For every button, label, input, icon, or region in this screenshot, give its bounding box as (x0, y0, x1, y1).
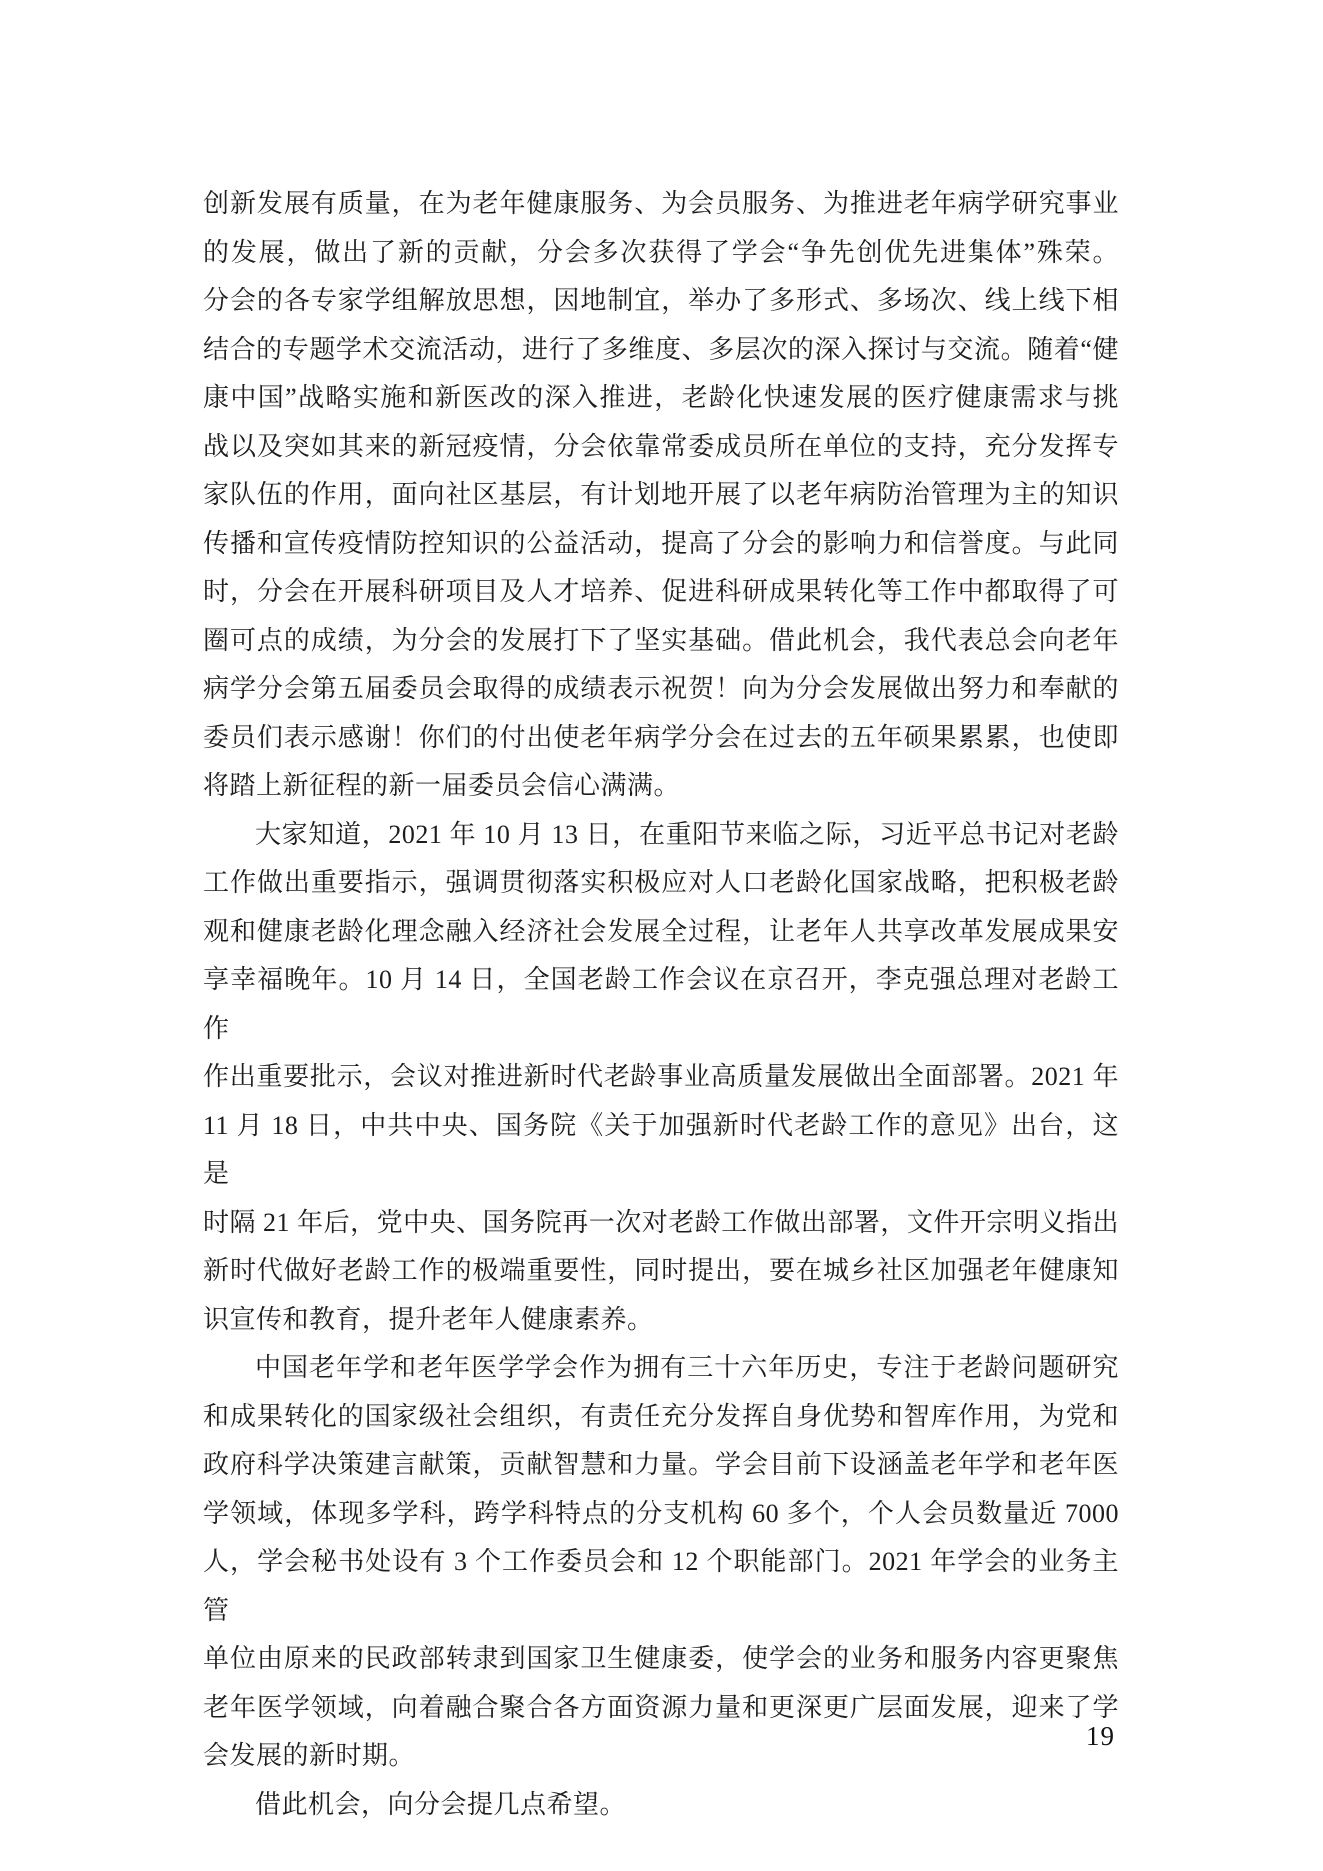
text-line: 新时代做好老龄工作的极端重要性，同时提出，要在城乡社区加强老年健康知 (203, 1256, 1119, 1285)
text-line: 家队伍的作用，面向社区基层，有计划地开展了以老年病防治管理为主的知识 (203, 480, 1119, 509)
text-line: 传播和宣传疫情防控知识的公益活动，提高了分会的影响力和信誉度。与此同 (203, 528, 1119, 558)
text-line: 委员们表示感谢！你们的付出使老年病学分会在过去的五年硕果累累，也使即 (203, 722, 1119, 752)
text-line: 学领域，体现多学科，跨学科特点的分支机构 60 多个，个人会员数量近 7000 (203, 1498, 1119, 1528)
text-line: 分会的各专家学组解放思想，因地制宜，举办了多形式、多场次、线上线下相 (203, 286, 1119, 315)
text-line: 大家知道，2021 年 10 月 13 日，在重阳节来临之际，习近平总书记对老龄 (255, 819, 1119, 849)
document-body (203, 180, 1119, 1829)
text-line: 时，分会在开展科研项目及人才培养、促进科研成果转化等工作中都取得了可 (203, 577, 1119, 606)
text-line: 创新发展有质量，在为老年健康服务、为会员服务、为推进老年病学研究事业 (203, 189, 1119, 218)
text-line: 政府科学决策建言献策，贡献智慧和力量。学会目前下设涵盖老年学和老年医 (203, 1450, 1119, 1479)
text-line: 老年医学领域，向着融合聚合各方面资源力量和更深更广层面发展，迎来了学 (203, 1692, 1119, 1722)
text-line: 结合的专题学术交流活动，进行了多维度、多层次的深入探讨与交流。随着“健 (203, 334, 1119, 364)
text-line: 借此机会，向分会提几点希望。 (255, 1789, 627, 1819)
text-line: 作出重要批示，会议对推进新时代老龄事业高质量发展做出全面部署。2021 年 (203, 1062, 1119, 1091)
text-line: 人，学会秘书处设有 3 个工作委员会和 12 个职能部门。2021 年学会的业务主管 (203, 1547, 1119, 1625)
text-line: 会发展的新时期。 (203, 1741, 416, 1770)
text-line: 观和健康老龄化理念融入经济社会发展全过程，让老年人共享改革发展成果安 (203, 916, 1119, 946)
paragraph (203, 180, 1119, 811)
text-line: 中国老年学和老年医学学会作为拥有三十六年历史，专注于老龄问题研究 (255, 1353, 1119, 1382)
text-line: 战以及突如其来的新冠疫情，分会依靠常委成员所在单位的支持，充分发挥专 (203, 431, 1119, 461)
text-line: 单位由原来的民政部转隶到国家卫生健康委，使学会的业务和服务内容更聚焦 (203, 1644, 1119, 1673)
text-line: 识宣传和教育，提升老年人健康素养。 (203, 1304, 654, 1334)
page-number: 19 (1086, 1721, 1115, 1751)
paragraph (203, 1781, 1119, 1830)
text-line: 将踏上新征程的新一届委员会信心满满。 (203, 771, 681, 800)
text-line: 时隔 21 年后，党中央、国务院再一次对老龄工作做出部署，文件开宗明义指出 (203, 1207, 1119, 1237)
text-line: 享幸福晚年。10 月 14 日，全国老龄工作会议在京召开，李克强总理对老龄工作 (203, 965, 1119, 1043)
paragraph (203, 1344, 1119, 1781)
text-line: 康中国”战略实施和新医改的深入推进，老龄化快速发展的医疗健康需求与挑 (203, 383, 1119, 412)
text-line: 病学分会第五届委员会取得的成绩表示祝贺！向为分会发展做出努力和奉献的 (203, 674, 1119, 703)
text-line: 的发展，做出了新的贡献，分会多次获得了学会“争先创优先进集体”殊荣。 (203, 237, 1119, 267)
paragraph (203, 811, 1119, 1345)
text-line: 11 月 18 日，中共中央、国务院《关于加强新时代老龄工作的意见》出台，这是 (203, 1110, 1119, 1188)
text-line: 圈可点的成绩，为分会的发展打下了坚实基础。借此机会，我代表总会向老年 (203, 625, 1119, 655)
text-line: 工作做出重要指示，强调贯彻落实积极应对人口老龄化国家战略，把积极老龄 (203, 868, 1119, 897)
text-line: 和成果转化的国家级社会组织，有责任充分发挥自身优势和智库作用，为党和 (203, 1401, 1119, 1431)
